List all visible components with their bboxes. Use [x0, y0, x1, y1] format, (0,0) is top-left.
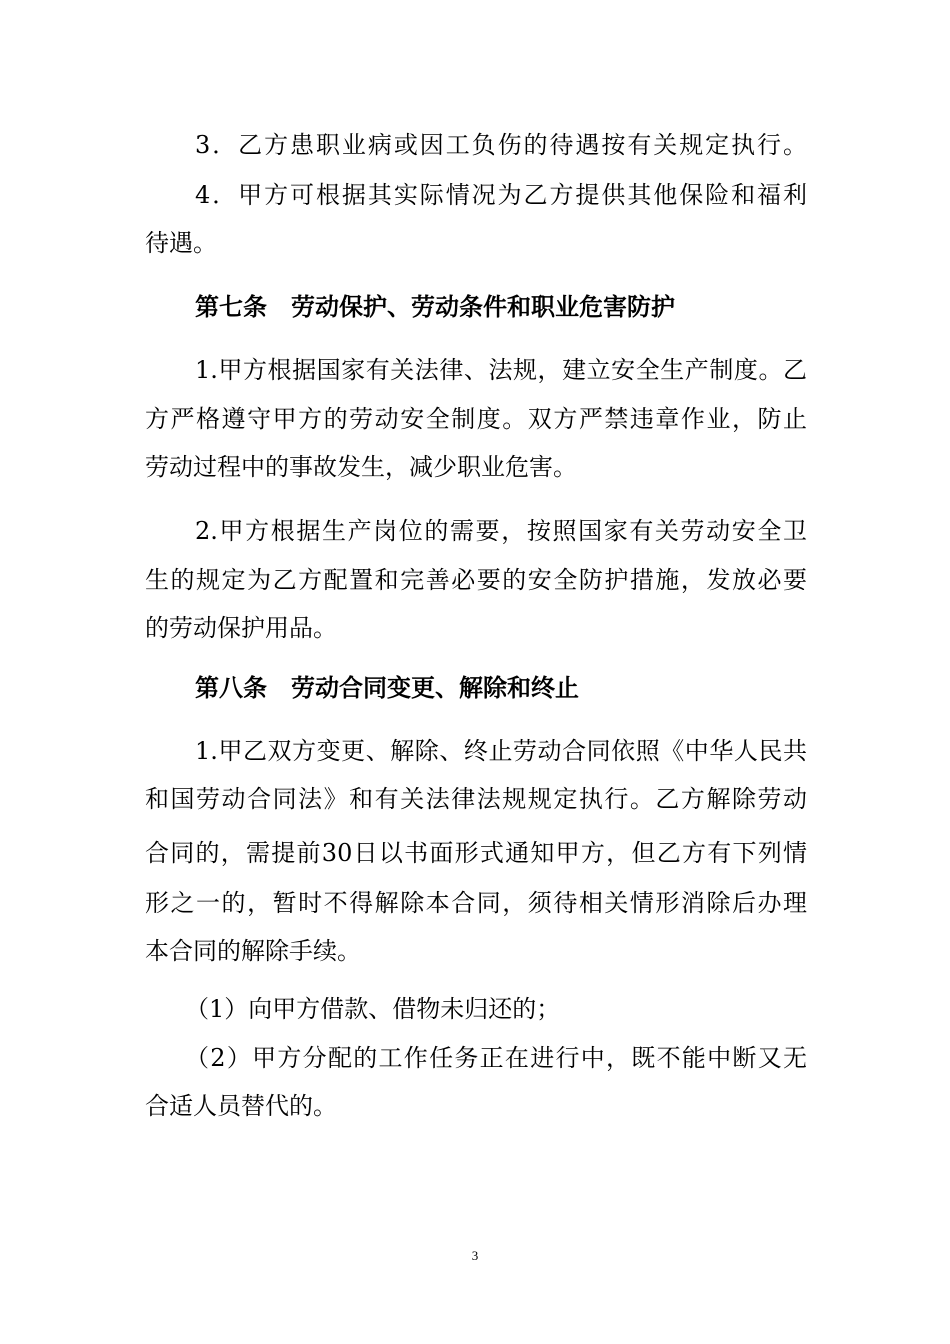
paragraph-line: 1.甲乙双方变更、解除、终止劳动合同依照《中华人民共 — [195, 737, 807, 765]
list-item: （1）向甲方借款、借物未归还的； — [185, 995, 561, 1023]
paragraph-line: 1.甲方根据国家有关法律、法规，建立安全生产制度。乙 — [195, 356, 807, 384]
paragraph-line: 的劳动保护用品。 — [145, 614, 337, 642]
paragraph-line: 2.甲方根据生产岗位的需要，按照国家有关劳动安全卫 — [195, 517, 807, 545]
paragraph-line: 形之一的，暂时不得解除本合同，须待相关情形消除后办理 — [145, 889, 807, 917]
section-number: 第七条 — [195, 292, 267, 321]
paragraph-line: 方严格遵守甲方的劳动安全制度。双方严禁违章作业，防止 — [145, 405, 807, 433]
paragraph-line: 劳动过程中的事故发生，减少职业危害。 — [145, 453, 577, 481]
paragraph-line: 本合同的解除手续。 — [145, 937, 361, 965]
paragraph-line: 待遇。 — [145, 229, 217, 257]
paragraph-line: 3．乙方患职业病或因工负伤的待遇按有关规定执行。 — [195, 131, 807, 159]
paragraph-line: 合适人员替代的。 — [145, 1092, 337, 1120]
section-title: 劳动合同变更、解除和终止 — [291, 673, 579, 702]
list-item: （2）甲方分配的工作任务正在进行中，既不能中断又无 — [185, 1044, 807, 1072]
paragraph-line: 合同的，需提前30日以书面形式通知甲方，但乙方有下列情 — [145, 839, 807, 867]
section-title: 劳动保护、劳动条件和职业危害防护 — [291, 292, 675, 321]
section-heading-8 — [195, 673, 807, 703]
paragraph-line: 4．甲方可根据其实际情况为乙方提供其他保险和福利 — [195, 181, 807, 209]
paragraph-line: 和国劳动合同法》和有关法律法规规定执行。乙方解除劳动 — [145, 785, 807, 813]
paragraph-line: 生的规定为乙方配置和完善必要的安全防护措施，发放必要 — [145, 566, 807, 594]
section-number: 第八条 — [195, 673, 267, 702]
page-number: 3 — [471, 1248, 479, 1263]
section-heading-7 — [195, 292, 807, 322]
